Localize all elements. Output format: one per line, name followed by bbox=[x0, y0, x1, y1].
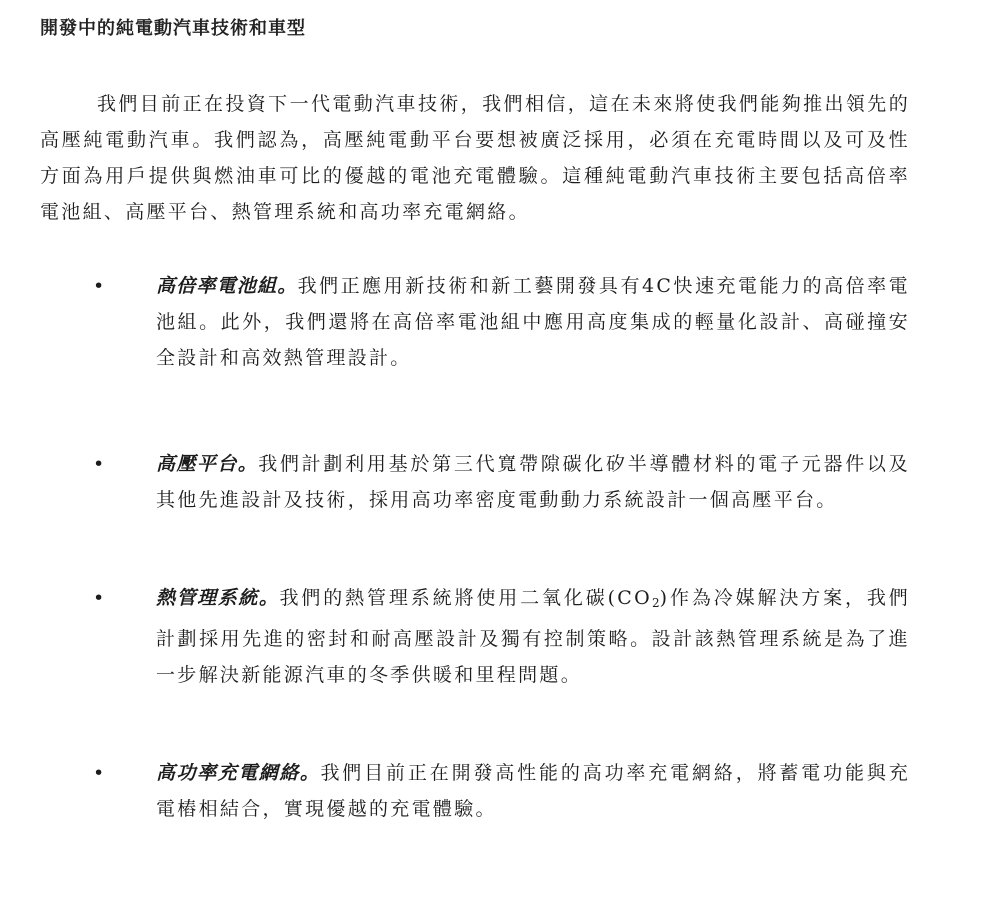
bullet-text bbox=[156, 755, 910, 827]
intro-paragraph: 我們目前正在投資下一代電動汽車技術，我們相信，這在未來將使我們能夠推出領先的高壓純電動汽車。我們認為，高壓純電動平台要想被廣泛採用，必須在充電時間以及可及性方面為用戶提供與燃油車可比的優越的電池充電體驗。這種純電動汽車技術主要包括高倍率電池組、高壓平台、熱管理系統和高功率充電網絡。 bbox=[40, 93, 910, 223]
bullet-item-battery-pack bbox=[0, 268, 910, 376]
section-heading: 開發中的純電動汽車技術和車型 bbox=[40, 18, 306, 39]
bullet-body: 我們計劃利用基於第三代寬帶隙碳化矽半導體材料的電子元器件以及其他先進設計及技術，採用高功率密度電動動力系統設計一個高壓平台。 bbox=[156, 453, 910, 511]
bullet-term: 高壓平台。 bbox=[156, 453, 259, 475]
bullet-item-charging-network bbox=[0, 755, 910, 827]
bullet-term: 熱管理系統。 bbox=[156, 587, 280, 609]
bullet-item-high-voltage-platform bbox=[0, 446, 910, 518]
bullet-body: 我們目前正在開發高性能的高功率充電網絡，將蓄電功能與充電樁相結合，實現優越的充電體驗。 bbox=[156, 762, 910, 820]
bullet-text bbox=[156, 268, 910, 376]
bullet-term: 高功率充電網絡。 bbox=[156, 762, 321, 784]
technology-bullet-list bbox=[0, 268, 1000, 897]
bullet-text bbox=[156, 446, 910, 518]
bullet-icon: • bbox=[93, 453, 105, 475]
bullet-icon: • bbox=[93, 275, 105, 297]
bullet-body-after: )作為冷媒解決方案，我們計劃採用先進的密封和耐高壓設計及獨有控制策略。設計該熱管理系統是為了進一步解決新能源汽車的冬季供暖和里程問題。 bbox=[156, 587, 910, 686]
bullet-icon: • bbox=[93, 762, 105, 784]
bullet-term: 高倍率電池組。 bbox=[156, 275, 298, 297]
co2-subscript: 2 bbox=[652, 596, 660, 610]
bullet-body: 我們正應用新技術和新工藝開發具有4C快速充電能力的高倍率電池組。此外，我們還將在高倍率電池組中應用高度集成的輕量化設計、高碰撞安全設計和高效熱管理設計。 bbox=[156, 275, 910, 369]
bullet-body-before: 我們的熱管理系統將使用二氧化碳(CO bbox=[279, 587, 653, 609]
bullet-icon: • bbox=[93, 587, 105, 609]
bullet-text bbox=[156, 580, 910, 693]
bullet-item-thermal-management bbox=[0, 580, 910, 693]
